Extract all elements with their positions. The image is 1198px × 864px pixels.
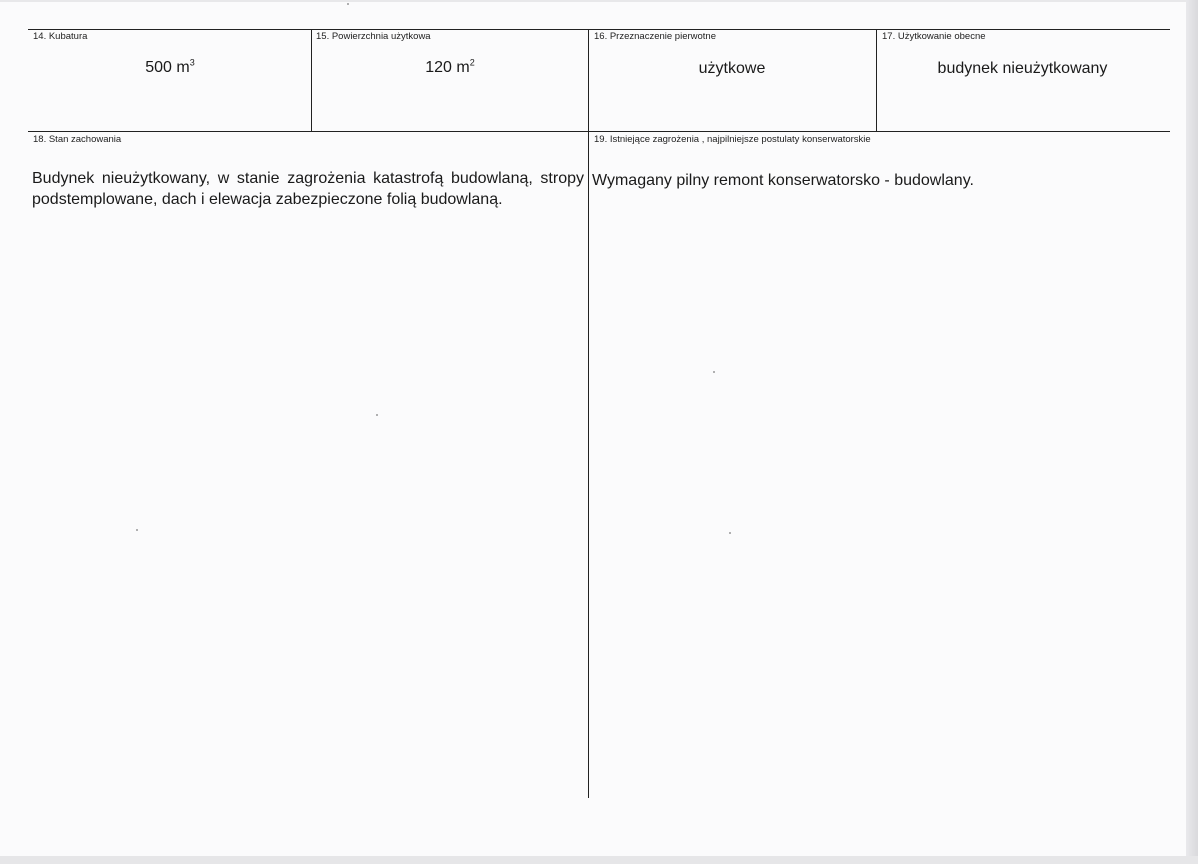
scan-speck [713, 371, 715, 373]
scan-edge-top [0, 0, 1198, 2]
field-label-stan: 18. Stan zachowania [33, 134, 122, 145]
field-value-przeznaczenie: użytkowe [698, 60, 766, 77]
divider-main [588, 29, 589, 798]
field-label-kubatura: 14. Kubatura [33, 31, 88, 42]
divider-16-17 [876, 29, 877, 131]
field-text-zagrozenia: Wymagany pilny remont konserwatorsko - budowlany. [592, 172, 974, 189]
top-rule [28, 29, 1170, 30]
scan-speck [347, 3, 349, 5]
scan-speck [136, 529, 138, 531]
field-value-uzytkowanie: budynek nieużytkowany [937, 60, 1108, 77]
field-label-uzytkowanie: 17. Użytkowanie obecne [882, 31, 986, 42]
field-label-zagrozenia: 19. Istniejące zagrożenia , najpilniejsze postulaty konserwatorskie [594, 134, 871, 145]
divider-14-15 [311, 29, 312, 131]
scan-speck [376, 414, 378, 416]
scan-speck [729, 532, 731, 534]
field-label-przeznaczenie: 16. Przeznaczenie pierwotne [594, 31, 716, 42]
field-value-kubatura: 500 $m^3$ [145, 57, 195, 76]
field-label-powierzchnia: 15. Powierzchnia użytkowa [316, 31, 431, 42]
scan-edge-right [1186, 0, 1198, 864]
field-value-powierzchnia: 120 $m^2$ [425, 57, 475, 76]
field-text-stan: Budynek nieużytkowany, w stanie zagrożenia katastrofą budowlaną, stropy podstemplowane, dach i elewacja zabezpieczone folią budowlaną. [32, 170, 584, 208]
middle-rule [28, 131, 1170, 132]
scan-edge-bottom [0, 856, 1198, 864]
